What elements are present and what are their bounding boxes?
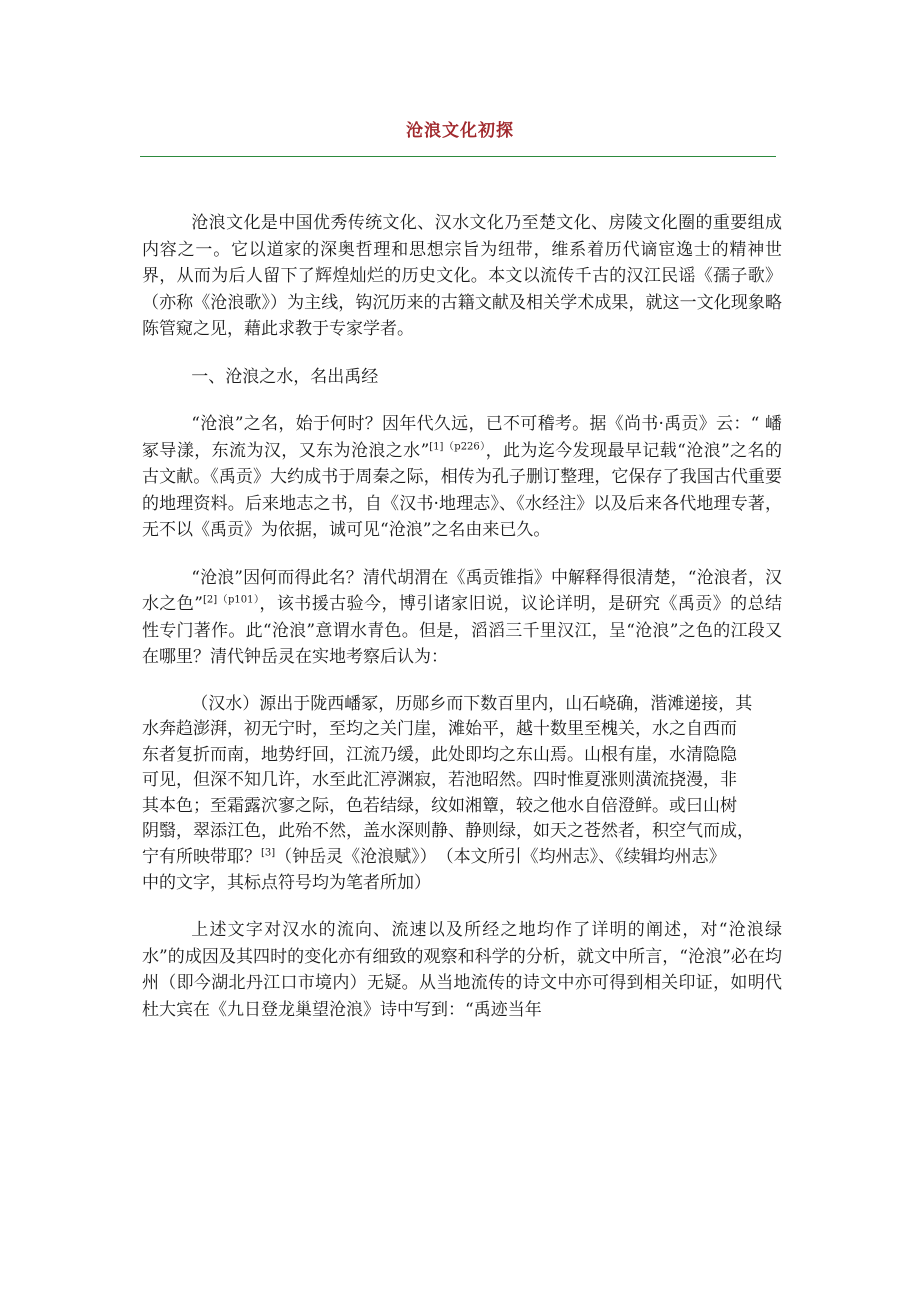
- quote-line: （汉水）源出于陇西嶓冢，历郧乡而下数百里内，山石峣确，湝滩递接，其: [191, 693, 753, 714]
- quote-line: 东者复折而南，地势纡回，江流乃缓，此处即均之东山焉。山根有崖，水清隐隐: [142, 744, 737, 765]
- quote-line: 中的文字，其标点符号均为笔者所加）: [142, 872, 431, 893]
- quote-line: 水奔趋澎湃，初无宁时，至均之关门崖，滩始平，越十数里至槐关，水之自西而: [142, 719, 737, 740]
- document-title: 沧浪文化初探: [406, 121, 514, 141]
- intro-paragraph: 沧浪文化是中国优秀传统文化、汉水文化乃至楚文化、房陵文化圈的重要组成内容之一。它以道家的深奥哲理和思想宗旨为纽带，维系着历代谪宦逸士的精神世界，从而为后人留下了辉煌灿烂的历史文化。本文以流传千古的汉江民谣《孺子歌》（亦称《沧浪歌》）为主线，钩沉历来的古籍文献及相关学术成果，就这一文化现象略陈管窥之见，藉此求教于专家学者。: [142, 213, 782, 339]
- section-heading: 一、沧浪之水，名出禹经: [191, 366, 379, 387]
- paragraph-meaning: [142, 565, 782, 671]
- citation-ref: [2]（p101）: [203, 594, 260, 606]
- paragraph-text: ，此为迄今发现最早记载“沧浪”之名的古文献。《禹贡》大约成书于周秦之际，相传为孔子删订整理，它保存了我国古代重要的地理资料。后来地志之书，自《汉书·地理志》、《水经注》以及后来各代地理专著，无不以《禹贡》为依据，诚可见“沧浪”之名由来已久。: [142, 440, 782, 540]
- citation-ref: [3]: [261, 847, 276, 859]
- quote-line: 其本色；至霜露泬寥之际，色若结绿，纹如湘簟，较之他水自倍澄鲜。或曰山树: [142, 795, 737, 816]
- paragraph-origin: [142, 411, 782, 544]
- block-quote: [142, 692, 782, 897]
- paragraph-analysis: 上述文字对汉水的流向、流速以及所经之地均作了详明的阐述，对“沧浪绿水”的成因及其四时的变化亦有细致的观察和科学的分析，就文中所言，“沧浪”必在均州（即今湖北丹江口市境内）无疑。从当地流传的诗文中亦可得到相关印证，如明代杜大宾在《九日登龙巢望沧浪》诗中写到：“禹迹当年: [142, 920, 782, 1020]
- document-body: [142, 210, 782, 1023]
- title-divider: [140, 156, 776, 157]
- quote-text: 宁有所映带耶？: [142, 847, 261, 868]
- paragraph-text: “沧浪”之名，始于何时？因年代久远，已不可稽考。据《尚书·禹贡》云：“ 嶓冢导漾，东流为汉，又东为沧浪之水”: [142, 414, 782, 461]
- quote-text: （钟岳灵《沧浪赋》） （本文所引《均州志》、《续辑均州志》: [275, 847, 726, 868]
- citation-ref: [1]（p226）: [429, 441, 486, 452]
- quote-line: 阴翳，翠添江色，此殆不然，盖水深则静、静则绿，如天之苍然者，积空气而成，: [142, 821, 754, 842]
- paragraph-text: “沧浪”因何而得此名？清代胡渭在《禹贡锥指》中解释得很清楚，“沧浪者，汉水之色”: [142, 567, 782, 614]
- quote-line: 可见，但深不知几许，水至此汇渟渊寂，若池昭然。四时惟夏涨则潢流挠漫，非: [142, 770, 737, 791]
- quote-line: [142, 845, 782, 871]
- paragraph-text: ，该书援古验今，博引诸家旧说，议论详明，是研究《禹贡》的总结性专门著作。此“沧浪”意谓水青色。但是，滔滔三千里汉江，呈“沧浪”之色的江段又在哪里？清代钟岳灵在实地考察后认为：: [142, 594, 783, 667]
